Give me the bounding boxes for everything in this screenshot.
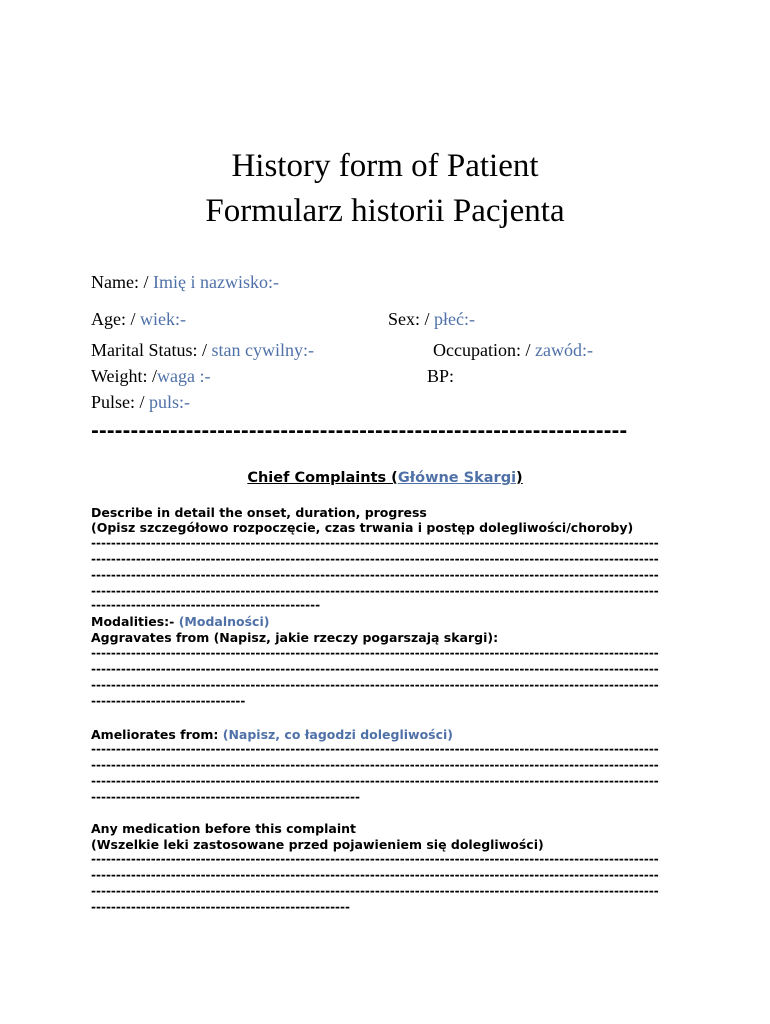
name-label-pl: Imię i nazwisko:-	[152, 272, 279, 292]
bp-label: BP:	[427, 366, 455, 386]
describe-label: Describe in detail the onset, duration, progress	[91, 505, 427, 520]
answer-line: ------------------------------------------------------------------------------------------------------------------	[91, 584, 659, 598]
answer-line: ------------------------------------------------------------------------------------------------------------------	[91, 552, 659, 566]
medication-label: Any medication before this complaint	[91, 821, 356, 836]
bp-field	[427, 366, 454, 387]
chief-complaints-heading	[0, 470, 770, 486]
ameliorates-en: Ameliorates from:	[91, 727, 223, 742]
answer-line: ----------------------------------------------	[91, 598, 321, 612]
answer-line: ------------------------------------------------------------------------------------------------------------------	[91, 536, 659, 550]
weight-label-pl: waga :-	[157, 366, 211, 386]
ameliorates-label	[91, 727, 453, 742]
answer-line: ----------------------------------------------------	[91, 900, 350, 914]
marital-label-pl: stan cywilny:-	[211, 340, 314, 360]
modalities-pl: (Modalności)	[178, 614, 270, 629]
pulse-label-pl: puls:-	[149, 392, 191, 412]
title-polish: Formularz historii Pacjenta	[205, 193, 565, 229]
chief-open: Chief Complaints (	[247, 470, 398, 486]
name-label: Name: /	[91, 272, 153, 292]
title-english: History form of Patient	[231, 148, 539, 184]
answer-line: ------------------------------------------------------------------------------------------------------------------	[91, 678, 659, 692]
modalities-label	[91, 614, 269, 629]
age-field	[91, 309, 186, 330]
occupation-label: Occupation: /	[433, 340, 535, 360]
sex-label: Sex: /	[388, 309, 435, 329]
modalities-en: Modalities:-	[91, 614, 179, 629]
ameliorates-pl: (Napisz, co łagodzi dolegliwości)	[222, 727, 454, 742]
weight-label: Weight: /	[91, 366, 158, 386]
sex-field	[388, 309, 475, 330]
occupation-label-pl: zawód:-	[534, 340, 593, 360]
aggravates-label: Aggravates from (Napisz, jakie rzeczy pogarszają skargi):	[91, 630, 499, 645]
pulse-label: Pulse: /	[91, 392, 150, 412]
pulse-field	[91, 392, 190, 413]
marital-label: Marital Status: /	[91, 340, 212, 360]
answer-line: ------------------------------------------------------------------------------------------------------------------	[91, 774, 659, 788]
name-field	[91, 272, 279, 293]
answer-line: ------------------------------------------------------	[91, 790, 360, 804]
answer-line: ------------------------------------------------------------------------------------------------------------------	[91, 758, 659, 772]
chief-close: )	[516, 470, 523, 486]
marital-field	[91, 340, 314, 361]
chief-pl: Główne Skargi	[397, 470, 517, 486]
answer-line: ------------------------------------------------------------------------------------------------------------------	[91, 884, 659, 898]
answer-line: ------------------------------------------------------------------------------------------------------------------	[91, 568, 659, 582]
occupation-field	[433, 340, 593, 361]
weight-field	[91, 366, 211, 387]
describe-label-pl: (Opisz szczegółowo rozpoczęcie, czas trwania i postęp dolegliwości/choroby)	[91, 520, 634, 535]
answer-line: ------------------------------------------------------------------------------------------------------------------	[91, 868, 659, 882]
answer-line: ------------------------------------------------------------------------------------------------------------------	[91, 646, 659, 660]
answer-line: ------------------------------------------------------------------------------------------------------------------	[91, 852, 659, 866]
answer-line: ------------------------------------------------------------------------------------------------------------------	[91, 742, 659, 756]
answer-line: ------------------------------------------------------------------------------------------------------------------	[91, 662, 659, 676]
section-separator: --------------------------------------------------------------------	[91, 420, 628, 442]
sex-label-pl: płeć:-	[434, 309, 475, 329]
age-label-pl: wiek:-	[140, 309, 186, 329]
age-label: Age: /	[91, 309, 140, 329]
answer-line: -------------------------------	[91, 694, 246, 708]
medication-label-pl: (Wszelkie leki zastosowane przed pojawieniem się dolegliwości)	[91, 837, 544, 852]
